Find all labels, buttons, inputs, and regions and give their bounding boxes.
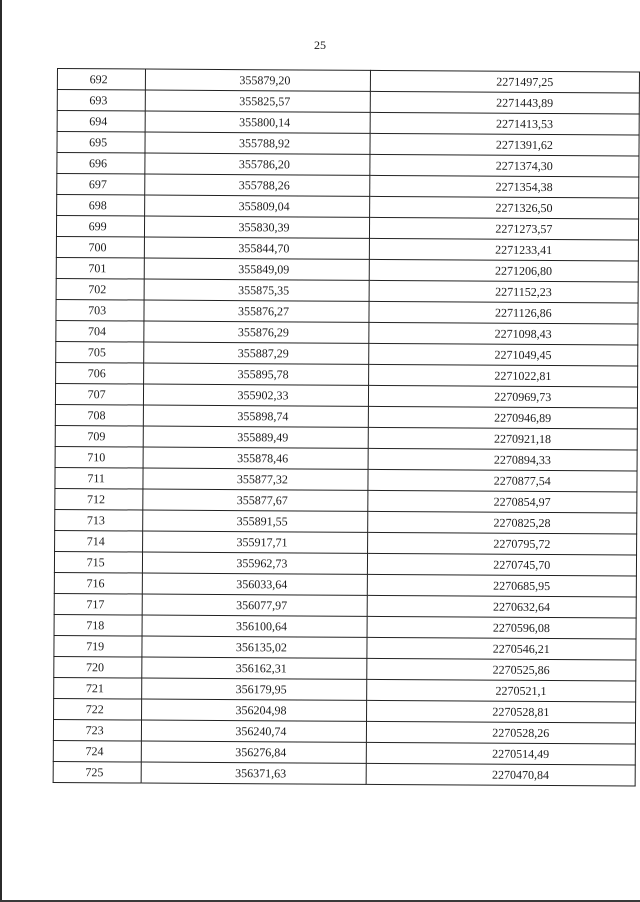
y-coordinate-cell: 2271233,41 xyxy=(369,238,638,261)
x-coordinate-cell: 355830,39 xyxy=(145,216,369,238)
x-coordinate-cell: 355876,29 xyxy=(144,321,368,343)
y-coordinate-cell: 2270946,89 xyxy=(368,406,637,429)
point-number-cell: 722 xyxy=(54,698,142,720)
x-coordinate-cell: 356371,63 xyxy=(141,762,365,784)
y-coordinate-cell: 2270470,84 xyxy=(366,763,635,786)
y-coordinate-cell: 2270745,70 xyxy=(367,553,636,576)
y-coordinate-cell: 2271391,62 xyxy=(370,133,639,156)
x-coordinate-cell: 355895,78 xyxy=(144,363,368,385)
y-coordinate-cell: 2270921,18 xyxy=(368,427,637,450)
x-coordinate-cell: 355878,46 xyxy=(143,447,367,469)
y-coordinate-cell: 2270825,28 xyxy=(367,511,636,534)
y-coordinate-cell: 2271413,53 xyxy=(370,112,639,135)
x-coordinate-cell: 355877,32 xyxy=(143,468,367,490)
point-number-cell: 713 xyxy=(55,509,143,531)
point-number-cell: 717 xyxy=(54,593,142,615)
point-number-cell: 718 xyxy=(54,614,142,636)
page-number: 25 xyxy=(314,38,326,52)
x-coordinate-cell: 355786,20 xyxy=(145,153,369,175)
x-coordinate-cell: 356204,98 xyxy=(142,699,366,721)
point-number-cell: 701 xyxy=(56,257,144,279)
y-coordinate-cell: 2271049,45 xyxy=(368,343,637,366)
x-coordinate-cell: 355849,09 xyxy=(145,258,369,280)
y-coordinate-cell: 2271354,38 xyxy=(369,175,638,198)
y-coordinate-cell: 2271326,50 xyxy=(369,196,638,219)
point-number-cell: 697 xyxy=(57,174,145,196)
y-coordinate-cell: 2271126,86 xyxy=(369,301,638,324)
point-number-cell: 696 xyxy=(57,153,145,175)
y-coordinate-cell: 2271443,89 xyxy=(370,91,639,114)
point-number-cell: 699 xyxy=(56,216,144,238)
point-number-cell: 710 xyxy=(55,446,143,468)
point-number-cell: 723 xyxy=(53,719,141,741)
scan-edge-left xyxy=(0,0,2,902)
y-coordinate-cell: 2270514,49 xyxy=(366,742,635,765)
point-number-cell: 694 xyxy=(57,111,145,133)
x-coordinate-cell: 356179,95 xyxy=(142,678,366,700)
y-coordinate-cell: 2270596,08 xyxy=(367,616,636,639)
point-number-cell: 698 xyxy=(57,195,145,217)
coordinates-table xyxy=(53,68,640,787)
y-coordinate-cell: 2270632,64 xyxy=(367,595,636,618)
point-number-cell: 716 xyxy=(54,572,142,594)
x-coordinate-cell: 355875,35 xyxy=(144,279,368,301)
x-coordinate-cell: 355879,20 xyxy=(146,69,370,91)
x-coordinate-cell: 355898,74 xyxy=(144,405,368,427)
point-number-cell: 693 xyxy=(57,90,145,112)
point-number-cell: 707 xyxy=(55,383,143,405)
point-number-cell: 705 xyxy=(56,341,144,363)
x-coordinate-cell: 355788,92 xyxy=(145,132,369,154)
point-number-cell: 720 xyxy=(54,656,142,678)
point-number-cell: 714 xyxy=(55,530,143,552)
point-number-cell: 712 xyxy=(55,488,143,510)
y-coordinate-cell: 2271152,23 xyxy=(369,280,638,303)
x-coordinate-cell: 355902,33 xyxy=(144,384,368,406)
point-number-cell: 708 xyxy=(55,404,143,426)
point-number-cell: 692 xyxy=(57,69,145,91)
x-coordinate-cell: 355825,57 xyxy=(146,90,370,112)
point-number-cell: 725 xyxy=(53,761,141,783)
x-coordinate-cell: 355887,29 xyxy=(144,342,368,364)
point-number-cell: 709 xyxy=(55,425,143,447)
x-coordinate-cell: 355877,67 xyxy=(143,489,367,511)
x-coordinate-cell: 355917,71 xyxy=(143,531,367,553)
point-number-cell: 706 xyxy=(56,362,144,384)
coordinates-table-body xyxy=(53,69,639,787)
y-coordinate-cell: 2270795,72 xyxy=(367,532,636,555)
x-coordinate-cell: 356100,64 xyxy=(142,615,366,637)
y-coordinate-cell: 2271022,81 xyxy=(368,364,637,387)
point-number-cell: 719 xyxy=(54,635,142,657)
point-number-cell: 700 xyxy=(56,236,144,258)
point-number-cell: 724 xyxy=(53,740,141,762)
y-coordinate-cell: 2270894,33 xyxy=(368,448,637,471)
y-coordinate-cell: 2270854,97 xyxy=(367,490,636,513)
x-coordinate-cell: 355889,49 xyxy=(143,426,367,448)
y-coordinate-cell: 2271098,43 xyxy=(368,322,637,345)
x-coordinate-cell: 356077,97 xyxy=(142,594,366,616)
y-coordinate-cell: 2270546,21 xyxy=(367,637,636,660)
x-coordinate-cell: 355809,04 xyxy=(145,195,369,217)
y-coordinate-cell: 2270685,95 xyxy=(367,574,636,597)
x-coordinate-cell: 355891,55 xyxy=(143,510,367,532)
x-coordinate-cell: 356240,74 xyxy=(142,720,366,742)
x-coordinate-cell: 356033,64 xyxy=(143,573,367,595)
point-number-cell: 702 xyxy=(56,278,144,300)
point-number-cell: 715 xyxy=(54,551,142,573)
point-number-cell: 703 xyxy=(56,299,144,321)
x-coordinate-cell: 355788,26 xyxy=(145,174,369,196)
x-coordinate-cell: 356162,31 xyxy=(142,657,366,679)
point-number-cell: 695 xyxy=(57,132,145,154)
y-coordinate-cell: 2271374,30 xyxy=(369,154,638,177)
x-coordinate-cell: 355800,14 xyxy=(145,111,369,133)
y-coordinate-cell: 2270528,26 xyxy=(366,721,635,744)
x-coordinate-cell: 355962,73 xyxy=(143,552,367,574)
y-coordinate-cell: 2270525,86 xyxy=(366,658,635,681)
y-coordinate-cell: 2270521,1 xyxy=(366,679,635,702)
point-number-cell: 721 xyxy=(54,677,142,699)
y-coordinate-cell: 2271273,57 xyxy=(369,217,638,240)
x-coordinate-cell: 356276,84 xyxy=(142,741,366,763)
point-number-cell: 704 xyxy=(56,320,144,342)
y-coordinate-cell: 2270969,73 xyxy=(368,385,637,408)
x-coordinate-cell: 355844,70 xyxy=(145,237,369,259)
y-coordinate-cell: 2270877,54 xyxy=(368,469,637,492)
point-number-cell: 711 xyxy=(55,467,143,489)
y-coordinate-cell: 2271497,25 xyxy=(370,70,639,93)
y-coordinate-cell: 2271206,80 xyxy=(369,259,638,282)
y-coordinate-cell: 2270528,81 xyxy=(366,700,635,723)
x-coordinate-cell: 356135,02 xyxy=(142,636,366,658)
x-coordinate-cell: 355876,27 xyxy=(144,300,368,322)
table-row xyxy=(53,761,635,786)
